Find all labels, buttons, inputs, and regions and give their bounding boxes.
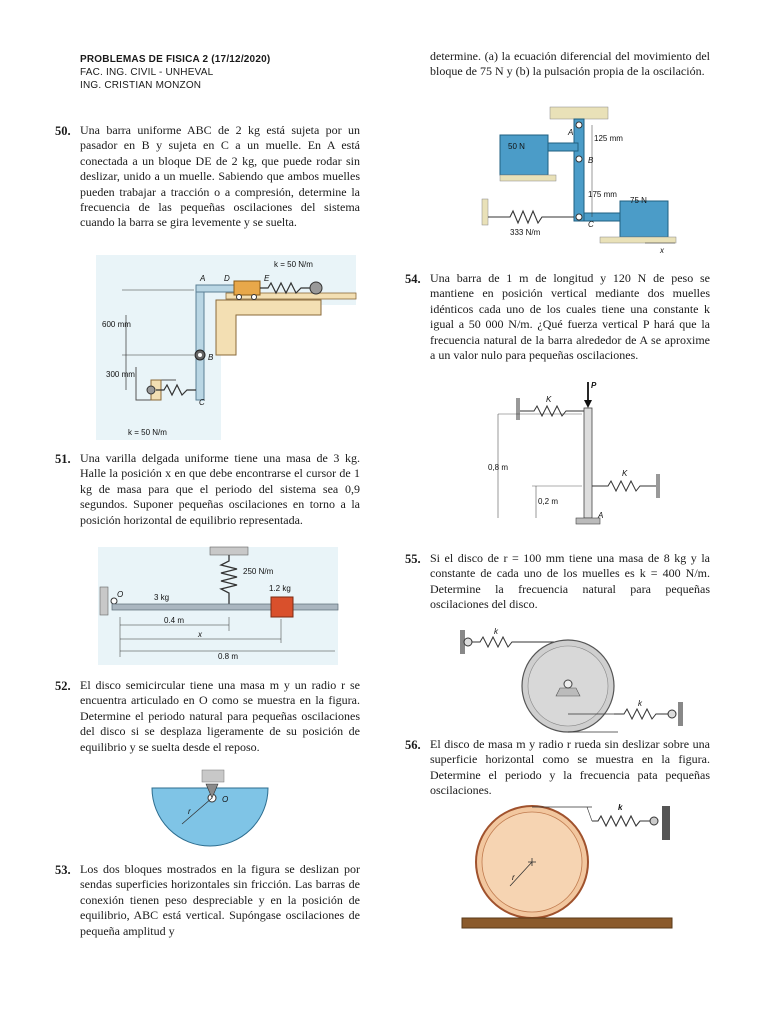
fig56-r: r <box>512 873 515 882</box>
problem-55-text: Si el disco de r = 100 mm tiene una masa de 8 kg y la constante de cada uno de los muelles es k = 400 N/m. Determine la frecuencia natural para pequeñas oscilaciones del disco. <box>430 551 710 612</box>
fig54-p: P <box>591 381 597 390</box>
fig55-k1: k <box>494 627 498 636</box>
fig53-label-x: x <box>660 246 664 255</box>
problem-50-number: 50. <box>55 124 71 138</box>
fig50-label-a: A <box>200 274 206 283</box>
problem-56-text: El disco de masa m y radio r rueda sin deslizar sobre una superficie horizontal como se muestra en la figura. Determine el periodo y la frecuencia pata pequeñas oscilaciones. <box>430 737 710 798</box>
problem-51-number: 51. <box>55 452 71 466</box>
fig51-label-o: O <box>117 590 124 599</box>
fig56-k: k <box>618 803 623 812</box>
fig53-label-b: B <box>588 156 594 165</box>
fig51-mass-rod: 3 kg <box>154 593 170 602</box>
problem-54-number: 54. <box>405 272 421 286</box>
fig50-dim2: 300 mm <box>106 370 135 379</box>
problem-55-number: 55. <box>405 552 421 566</box>
fig50-k-bottom: k = 50 N/m <box>128 428 167 437</box>
fig50-k-top: k = 50 N/m <box>274 260 313 269</box>
fig53-label-c: C <box>588 220 594 229</box>
fig51-mass-slider: 1.2 kg <box>269 584 291 593</box>
fig52-label-r: r <box>188 807 191 816</box>
fig52-label-o: O <box>222 795 229 804</box>
problem-56-number: 56. <box>405 738 421 752</box>
fig54-d2: 0,2 m <box>538 497 559 506</box>
fig55-k2: k <box>638 699 642 708</box>
fig54-k2: K <box>622 469 628 478</box>
problem-51-text: Una varilla delgada uniforme tiene una masa de 3 kg. Halle la posición x en que debe encontrarse el cursor de 1 kg de masa para que el periodo del sistema sea 0,9 segundos. Suponer pequeñas oscilaciones en torno a la posición horizontal de equilibrio representada. <box>80 451 360 527</box>
fig51-d1: 0.4 m <box>164 616 185 625</box>
fig51-d2: 0.8 m <box>218 652 239 661</box>
header-faculty: FAC. ING. CIVIL - UNHEVAL <box>80 67 214 78</box>
fig50-label-c: C <box>199 398 205 407</box>
fig53-d1: 125 mm <box>594 134 623 143</box>
figure-51 <box>98 547 338 665</box>
fig50-label-b: B <box>208 353 214 362</box>
fig51-k: 250 N/m <box>243 567 274 576</box>
fig54-k1: K <box>546 395 552 404</box>
fig53-d2: 175 mm <box>588 190 617 199</box>
header-title: PROBLEMAS DE FISICA 2 (17/12/2020) <box>80 54 271 65</box>
figure-53 <box>480 105 680 255</box>
fig51-x: x <box>198 630 202 639</box>
problem-53-text: Los dos bloques mostrados en la figura se deslizan por sendas superficies horizontales sin fricción. Las barras de conexión tienen peso despreciable y en la posición de equilibrio, ABC está vertical. Supóngase oscilaciones de pequeña amplitud y <box>80 862 360 938</box>
fig53-w2: 75 N <box>630 196 647 205</box>
document-header <box>80 53 380 92</box>
problem-52-text: El disco semicircular tiene una masa m y un radio r se encuentra articulado en O como se muestra en la figura. Determine el periodo natural para pequeñas oscilaciones del disco si se desplaza ligeramente de su posición de equilibrio y se suelta desde el reposo. <box>80 678 360 754</box>
fig53-w1: 50 N <box>508 142 525 151</box>
fig50-label-e: E <box>264 274 270 283</box>
problem-50-text: Una barra uniforme ABC de 2 kg está sujeta por un pasador en B y sujeta en C a un muelle. En A está conectada a un bloque DE de 2 kg, que puede rodar sin deslizar, unido a un muelle. Sabiendo que ambos muelles pueden trabajar a tracción o a compresión, determine la frecuencia de las pequeñas oscilaciones del sistema cuando la barra se gira levemente y se suelta. <box>80 123 360 230</box>
figure-55 <box>458 626 698 736</box>
fig54-d1: 0,8 m <box>488 463 509 472</box>
problem-54-text: Una barra de 1 m de longitud y 120 N de peso se mantiene en posición vertical mediante dos muelles idénticos cada uno de los cuales tiene una constante k igual a 50 000 N/m. ¿Qué fuerza vertical P hará que la frecuencia natural de la barra alrededor de A se aproxime a un valor nulo para pequeñas oscilaciones. <box>430 271 710 363</box>
figure-50 <box>96 255 356 440</box>
fig50-dim1: 600 mm <box>102 320 131 329</box>
figure-54 <box>488 378 663 528</box>
header-teacher: ING. CRISTIAN MONZON <box>80 80 202 91</box>
problem-53-number: 53. <box>55 863 71 877</box>
problem-52-number: 52. <box>55 679 71 693</box>
figure-56 <box>462 800 687 930</box>
fig50-label-d: D <box>224 274 230 283</box>
problem-53-continued-text: determine. (a) la ecuación diferencial del movimiento del bloque de 75 N y (b) la pulsación propia de la oscilación. <box>430 49 710 79</box>
fig53-label-a: A <box>568 128 574 137</box>
fig54-label-a: A <box>598 511 604 520</box>
fig53-k: 333 N/m <box>510 228 541 237</box>
figure-52 <box>150 770 270 856</box>
